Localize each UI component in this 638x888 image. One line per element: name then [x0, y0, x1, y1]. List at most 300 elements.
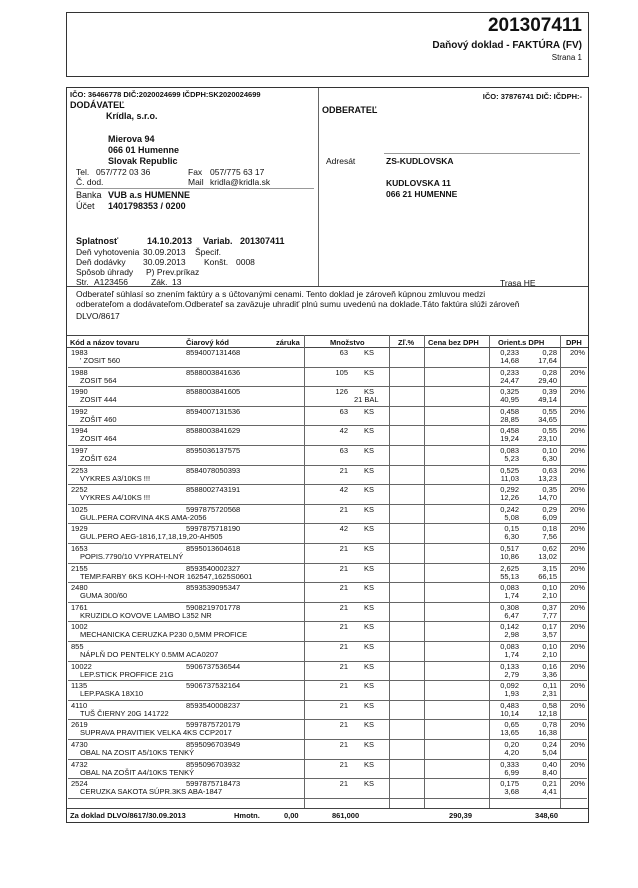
item-total-orient: 2,31	[542, 689, 557, 699]
item-code: 1988	[71, 367, 88, 377]
zak-label: Zák.	[151, 277, 168, 287]
issue-label: Deň vyhotovenia	[76, 247, 140, 257]
addressee-label: Adresát	[326, 156, 356, 166]
route-value: Trasa HE	[500, 278, 536, 288]
item-unit: KS	[364, 426, 375, 436]
price-total: 290,39	[449, 811, 472, 820]
item-unit: KS	[364, 524, 375, 534]
item-name: OBAL NA ZOSIT A5/10KS TENKÝ	[80, 748, 195, 757]
item-unit: KS	[364, 387, 375, 397]
item-qty: 21	[339, 779, 348, 789]
item-vat: 20%	[569, 661, 585, 671]
item-code: 1761	[71, 602, 88, 612]
table-row	[68, 603, 587, 623]
item-sub-qty: 21 BAL	[354, 395, 379, 405]
item-qty: 21	[339, 740, 348, 749]
customer-ids: IČO: 37876741 DIČ: IČDPH:-	[482, 92, 582, 101]
supplier-name: Krídla, s.r.o.	[106, 111, 158, 121]
item-code: 2619	[71, 720, 88, 730]
item-unit-orient: 0,21	[542, 779, 557, 789]
item-name: NÁPLŇ DO PENTELKY 0.5MM ACA0207	[80, 650, 219, 659]
invoice-number: 201307411	[487, 15, 582, 36]
item-ean: 8594007131536	[186, 406, 241, 416]
item-code: 1653	[71, 544, 88, 553]
item-vat: 20%	[569, 642, 585, 651]
item-name: GUL.PERA CORVINA 4KS AMA-2056	[80, 512, 207, 522]
item-unit-price: 0,175	[500, 779, 519, 789]
item-unit-orient: 0,40	[542, 759, 557, 769]
item-total-orient: 4,41	[542, 787, 557, 797]
item-unit-price: 0,142	[500, 622, 519, 632]
item-unit-orient: 0,55	[542, 406, 557, 416]
item-unit: KS	[364, 661, 375, 671]
item-name: TEMP.FARBY 6KS KOH-I-NOR 162547,1625S0601	[80, 571, 253, 581]
item-total-price: 6,99	[504, 767, 519, 777]
item-total-orient: 6,09	[542, 512, 557, 522]
item-code: 4110	[71, 700, 88, 710]
item-name: VYKRES A4/10KS !!!	[80, 493, 151, 503]
item-total-orient: 16,38	[538, 728, 557, 738]
item-qty: 21	[339, 720, 348, 730]
item-vat: 20%	[569, 622, 585, 632]
item-name: ZOŠIT 624	[80, 454, 117, 463]
item-code: 2524	[71, 779, 88, 789]
item-total-price: 40,95	[500, 395, 519, 405]
item-vat: 20%	[569, 583, 585, 593]
item-ean: 8588003841636	[186, 367, 241, 377]
item-code: 4730	[71, 740, 88, 749]
item-total-price: 4,20	[504, 748, 519, 757]
customer-city: 066 21 HUMENNE	[386, 189, 458, 199]
col-warranty: záruka	[276, 338, 300, 347]
item-total-price: 6,30	[504, 532, 519, 542]
item-name: OBAL NA ZOŠIT A4/10KS TENKÝ	[80, 767, 195, 777]
item-unit-price: 0,333	[500, 759, 519, 769]
note-line-1: Odberateľ súhlasí so znením faktúry a s účtovanými cenami. Tento doklad je zároveň kúpnou zmluvou medzi	[76, 289, 486, 299]
item-unit-price: 0,233	[500, 348, 519, 357]
item-vat: 20%	[569, 387, 585, 397]
item-total-price: 1,74	[504, 591, 519, 601]
item-total-orient: 23,10	[538, 434, 557, 444]
table-row	[68, 662, 587, 682]
item-qty: 21	[339, 622, 348, 632]
table-top-rule	[67, 335, 588, 336]
item-vat: 20%	[569, 759, 585, 769]
item-unit-orient: 0,37	[542, 602, 557, 612]
delivery-label: Deň dodávky	[76, 257, 126, 267]
item-ean: 5997875718473	[186, 779, 241, 789]
item-total-price: 2,98	[504, 630, 519, 640]
item-name: VYKRES A3/10KS !!!	[80, 473, 151, 483]
weight-value: 0,00	[284, 811, 299, 820]
due-label: Splatnosť	[76, 236, 119, 246]
table-row	[68, 564, 587, 584]
item-ean: 8593540008237	[186, 700, 241, 710]
cdod-label: Č. dod.	[76, 177, 104, 187]
item-qty: 63	[339, 446, 348, 455]
item-qty: 42	[339, 485, 348, 495]
item-vat: 20%	[569, 544, 585, 553]
supplier-ids: IČO: 36466778 DIČ:2020024699 IČDPH:SK2020024699	[70, 90, 261, 99]
item-qty: 42	[339, 524, 348, 534]
orient-total: 348,60	[535, 811, 558, 820]
item-total-orient: 49,14	[538, 395, 557, 405]
item-name: ZOSIT 444	[80, 395, 117, 405]
item-ean: 8593539095347	[186, 583, 241, 593]
item-total-price: 24,47	[500, 375, 519, 385]
item-total-price: 12,26	[500, 493, 519, 503]
item-code: 2252	[71, 485, 88, 495]
item-unit: KS	[364, 544, 375, 553]
item-total-price: 55,13	[500, 571, 519, 581]
item-unit-orient: 0,63	[542, 465, 557, 475]
item-name: TUŠ ČIERNY 20G 141722	[80, 708, 169, 718]
item-unit-price: 0,483	[500, 700, 519, 710]
item-unit-orient: 0,58	[542, 700, 557, 710]
item-vat: 20%	[569, 700, 585, 710]
supplier-label: DODÁVATEĽ	[70, 100, 125, 110]
item-vat: 20%	[569, 524, 585, 534]
table-row	[68, 505, 587, 525]
item-unit-orient: 0,62	[542, 544, 557, 553]
item-code: 2155	[71, 563, 88, 573]
item-unit-price: 0,517	[500, 544, 519, 553]
item-unit-price: 0,233	[500, 367, 519, 377]
item-qty: 126	[335, 387, 348, 397]
col-orient: Orient.s DPH	[498, 338, 545, 347]
item-ean: 5906737532164	[186, 681, 241, 691]
item-unit-orient: 3,15	[542, 563, 557, 573]
item-qty: 63	[339, 406, 348, 416]
item-vat: 20%	[569, 426, 585, 436]
item-name: SUPRAVA PRAVITIEK VELKA 4KS CCP2017	[80, 728, 232, 738]
qty-total: 861,000	[332, 811, 360, 820]
item-ean: 5906737536544	[186, 661, 241, 671]
item-qty: 21	[339, 700, 348, 710]
item-unit-orient: 0,24	[542, 740, 557, 749]
note-line-3: DLVO/8617	[76, 311, 120, 321]
table-row	[68, 622, 587, 642]
item-total-price: 5,23	[504, 454, 519, 463]
item-total-price: 1,74	[504, 650, 519, 659]
item-ean: 8593540002327	[186, 563, 241, 573]
item-unit-price: 0,458	[500, 426, 519, 436]
customer-street: KUDLOVSKA 11	[386, 178, 451, 188]
item-total-orient: 5,04	[542, 748, 557, 757]
item-name: GUMA 300/60	[80, 591, 128, 601]
item-qty: 42	[339, 426, 348, 436]
item-ean: 5908219701778	[186, 602, 241, 612]
item-code: 1135	[71, 681, 88, 691]
item-vat: 20%	[569, 602, 585, 612]
table-row	[68, 466, 587, 486]
item-code: 855	[71, 642, 84, 651]
item-code: 10022	[71, 661, 92, 671]
item-name: GUL.PERO AEG-1816,17,18,19,20-AH505	[80, 532, 223, 542]
item-total-price: 19,24	[500, 434, 519, 444]
bank-rule	[74, 188, 314, 189]
konst-label: Konšt.	[204, 257, 229, 267]
item-qty: 21	[339, 602, 348, 612]
table-row	[68, 485, 587, 505]
item-total-price: 10,14	[500, 708, 519, 718]
item-unit-orient: 0,28	[542, 348, 557, 357]
item-ean: 8594007131468	[186, 348, 241, 357]
item-total-price: 6,47	[504, 610, 519, 620]
supplier-street: Mierova 94	[108, 134, 155, 144]
item-total-orient: 7,77	[542, 610, 557, 620]
item-total-orient: 3,57	[542, 630, 557, 640]
item-unit-price: 0,525	[500, 465, 519, 475]
item-qty: 63	[339, 348, 348, 357]
table-row	[68, 387, 587, 407]
item-unit-orient: 0,16	[542, 661, 557, 671]
spec-label: Špecif.	[195, 247, 221, 257]
item-unit: KS	[364, 465, 375, 475]
table-row	[68, 720, 587, 740]
item-total-price: 5,08	[504, 512, 519, 522]
str-label: Str.	[76, 277, 89, 287]
table-row	[68, 524, 587, 544]
item-name: ZOŠIT 460	[80, 414, 117, 424]
bank-label: Banka	[76, 190, 102, 200]
item-name: ' ZOSIT 560	[80, 356, 121, 365]
item-unit-orient: 0,28	[542, 367, 557, 377]
item-total-orient: 7,56	[542, 532, 557, 542]
item-unit: KS	[364, 622, 375, 632]
item-qty: 21	[339, 563, 348, 573]
due-value: 14.10.2013	[147, 236, 193, 246]
item-unit: KS	[364, 740, 375, 749]
item-ean: 8588003841605	[186, 387, 241, 397]
col-ean: Čiarový kód	[186, 338, 229, 347]
item-name: MECHANICKA CERUZKA P230 0,5MM PROFICE	[80, 630, 248, 640]
supplier-city: 066 01 Humenne	[108, 145, 180, 155]
item-unit-price: 0,20	[504, 740, 519, 749]
item-code: 1990	[71, 387, 88, 397]
item-ean: 8595036137575	[186, 446, 241, 455]
item-name: ZOSIT 464	[80, 434, 117, 444]
tel-label: Tel.	[76, 167, 90, 177]
item-unit-orient: 0,39	[542, 387, 557, 397]
footer-rule	[67, 808, 588, 809]
item-unit-price: 0,083	[500, 446, 519, 455]
item-total-price: 3,68	[504, 787, 519, 797]
col-qty: Množstvo	[330, 338, 365, 347]
item-total-orient: 2,10	[542, 650, 557, 659]
weight-label: Hmotn.	[234, 811, 260, 820]
item-vat: 20%	[569, 504, 585, 514]
item-total-price: 13,65	[500, 728, 519, 738]
item-code: 1994	[71, 426, 88, 436]
item-code: 1983	[71, 348, 88, 357]
item-qty: 21	[339, 759, 348, 769]
item-ean: 8595096703932	[186, 759, 241, 769]
item-unit-orient: 0,29	[542, 504, 557, 514]
item-unit-price: 0,325	[500, 387, 519, 397]
item-code: 1997	[71, 446, 88, 455]
item-code: 1025	[71, 504, 88, 514]
item-unit: KS	[364, 367, 375, 377]
item-code: 1992	[71, 406, 88, 416]
item-vat: 20%	[569, 720, 585, 730]
item-unit: KS	[364, 681, 375, 691]
totals-label: Za doklad DLVO/8617/30.09.2013	[70, 811, 186, 820]
table-row	[68, 407, 587, 427]
item-qty: 21	[339, 583, 348, 593]
item-ean: 8595096703949	[186, 740, 241, 749]
item-code: 2253	[71, 465, 88, 475]
table-row	[68, 368, 587, 388]
konst-value: 0008	[236, 257, 255, 267]
zak-value: 13	[172, 277, 182, 287]
table-row	[68, 583, 587, 603]
item-code: 2480	[71, 583, 88, 593]
item-qty: 21	[339, 465, 348, 475]
item-total-price: 11,03	[500, 473, 519, 483]
item-total-price: 2,79	[504, 669, 519, 679]
item-unit-price: 0,083	[500, 583, 519, 593]
tel-value: 057/772 03 36	[96, 167, 151, 177]
item-unit: KS	[364, 700, 375, 710]
fax-value: 057/775 63 17	[210, 167, 265, 177]
item-unit: KS	[364, 485, 375, 495]
item-total-price: 1,93	[504, 689, 519, 699]
item-vat: 20%	[569, 563, 585, 573]
party-divider	[318, 88, 319, 286]
item-unit-orient: 0,55	[542, 426, 557, 436]
item-unit: KS	[364, 348, 375, 357]
var-label: Variab.	[203, 236, 233, 246]
mail-value[interactable]: kridla@kridla.sk	[210, 177, 271, 187]
payment-value: P) Prev.príkaz	[146, 267, 200, 277]
item-unit-price: 0,133	[500, 661, 519, 671]
item-name: KRUZIDLO KOVOVE LAMBO L352 NR	[80, 610, 212, 620]
item-code: 1002	[71, 622, 88, 632]
item-total-orient: 6,30	[542, 454, 557, 463]
item-unit-price: 0,458	[500, 406, 519, 416]
item-unit: KS	[364, 563, 375, 573]
item-name: ZOSIT 564	[80, 375, 117, 385]
item-unit-price: 0,242	[500, 504, 519, 514]
item-unit: KS	[364, 602, 375, 612]
item-unit: KS	[364, 446, 375, 455]
item-total-price: 28,85	[500, 414, 519, 424]
item-qty: 21	[339, 504, 348, 514]
note-line-2: odberateľom a dodávateľom.Odberateľ sa zaväzuje uhradiť plnú sumu uvedenú na doklade.Táto faktúra slúži zároveň	[76, 299, 520, 309]
item-code: 4732	[71, 759, 88, 769]
item-unit: KS	[364, 583, 375, 593]
item-total-orient: 8,40	[542, 767, 557, 777]
item-total-price: 10,86	[500, 552, 519, 561]
table-row	[68, 760, 587, 780]
item-unit-orient: 0,17	[542, 622, 557, 632]
table-row	[68, 701, 587, 721]
addressee-value: ZS-KUDLOVSKA	[386, 156, 454, 166]
item-unit-price: 0,308	[500, 602, 519, 612]
item-total-orient: 13,02	[538, 552, 557, 561]
col-code: Kód a názov tovaru	[70, 338, 140, 347]
item-name: LEP.STICK PROFFICE 21G	[80, 669, 174, 679]
bank-value: VUB a.s HUMENNE	[108, 190, 191, 200]
item-unit: KS	[364, 720, 375, 730]
item-total-orient: 13,23	[538, 473, 557, 483]
item-unit-orient: 0,35	[542, 485, 557, 495]
mail-label: Mail	[188, 177, 204, 187]
str-value: A123456	[94, 277, 129, 287]
document-type: Daňový doklad - FAKTÚRA (FV)	[432, 40, 582, 51]
item-unit: KS	[364, 504, 375, 514]
item-name: LEP.PASKA 18X10	[80, 689, 144, 699]
item-unit-orient: 0,10	[542, 583, 557, 593]
item-total-orient: 2,10	[542, 591, 557, 601]
item-vat: 20%	[569, 779, 585, 789]
item-unit: KS	[364, 759, 375, 769]
account-value: 1401798353 / 0200	[108, 201, 186, 211]
item-vat: 20%	[569, 465, 585, 475]
item-ean: 8584078050393	[186, 465, 241, 475]
item-ean: 8588002743191	[186, 485, 241, 495]
item-unit-price: 0,292	[500, 485, 519, 495]
table-row	[68, 426, 587, 446]
item-vat: 20%	[569, 446, 585, 455]
item-total-orient: 34,65	[538, 414, 557, 424]
customer-label: ODBERATEĽ	[322, 105, 378, 115]
item-unit-price: 0,092	[500, 681, 519, 691]
table-row	[68, 642, 587, 662]
fax-label: Fax	[188, 167, 203, 177]
payment-label: Spôsob úhrady	[76, 267, 134, 277]
table-row	[68, 348, 587, 368]
item-vat: 20%	[569, 406, 585, 416]
item-total-orient: 66,15	[538, 571, 557, 581]
table-row	[68, 681, 587, 701]
item-unit: KS	[364, 779, 375, 789]
item-qty: 21	[339, 642, 348, 651]
item-ean: 5997875720179	[186, 720, 241, 730]
item-unit-orient: 0,10	[542, 642, 557, 651]
item-total-orient: 14,70	[538, 493, 557, 503]
item-unit-price: 0,083	[500, 642, 519, 651]
item-unit-orient: 0,11	[542, 681, 557, 691]
page-number: Strana 1	[551, 53, 582, 62]
item-unit-price: 0,15	[504, 524, 519, 534]
item-qty: 105	[335, 367, 348, 377]
supplier-country: Slovak Republic	[108, 156, 178, 166]
item-total-orient: 3,36	[542, 669, 557, 679]
item-unit-orient: 0,10	[542, 446, 557, 455]
item-vat: 20%	[569, 367, 585, 377]
item-ean: 8595013604618	[186, 544, 241, 553]
item-unit-price: 2,625	[500, 563, 519, 573]
item-total-orient: 17,64	[538, 356, 557, 365]
item-vat: 20%	[569, 485, 585, 495]
item-code: 1929	[71, 524, 88, 534]
item-total-price: 14,68	[500, 356, 519, 365]
col-discount: Zľ.%	[398, 338, 415, 347]
item-vat: 20%	[569, 348, 585, 357]
item-total-orient: 29,40	[538, 375, 557, 385]
delivery-value: 30.09.2013	[143, 257, 186, 267]
var-value: 201307411	[240, 236, 285, 246]
table-row	[68, 740, 587, 760]
item-qty: 21	[339, 544, 348, 553]
table-row	[68, 446, 587, 466]
table-row	[68, 779, 587, 799]
item-total-orient: 12,18	[538, 708, 557, 718]
item-unit-price: 0,65	[504, 720, 519, 730]
issue-value: 30.09.2013	[143, 247, 186, 257]
